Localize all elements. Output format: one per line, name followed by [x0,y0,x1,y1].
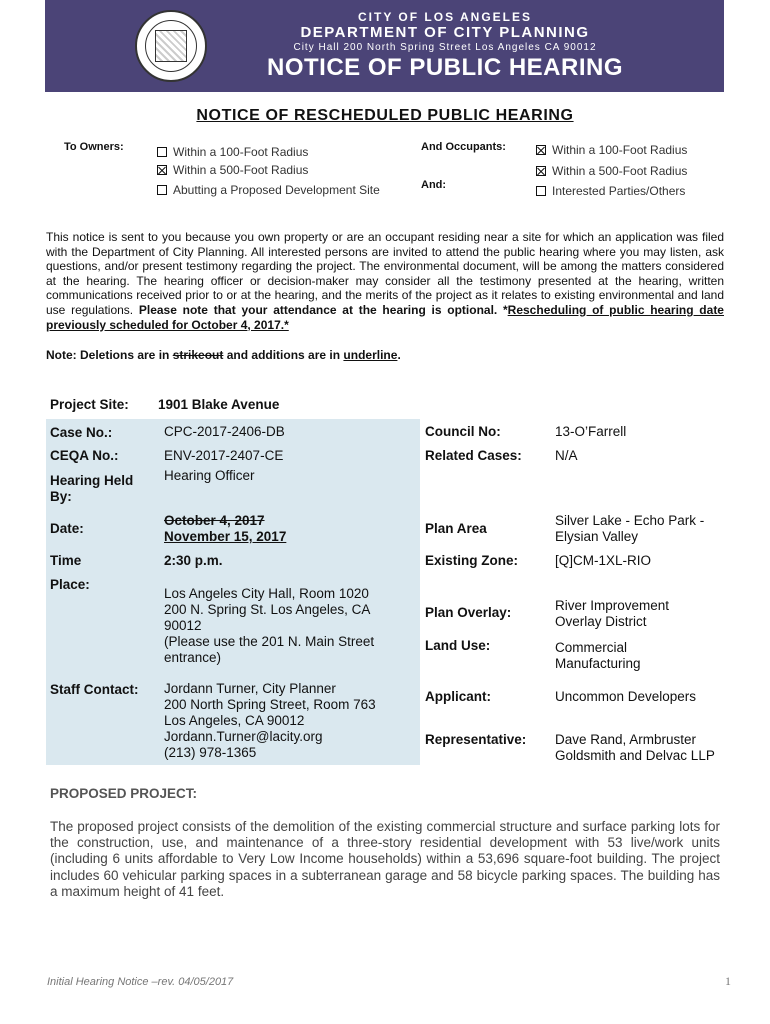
header-banner [45,0,724,92]
footer-revision: Initial Hearing Notice –rev. 04/05/2017 [47,976,234,988]
checkbox-checked-icon [536,145,546,155]
related-cases-label: Related Cases: [425,448,522,463]
notice-body: This notice is sent to you because you own property or are an occupant residing near a site for which an application was filed with the Department of City Planning. All interested persons are invited to attend the public hearing where you may listen, ask questions, and/or present testimony regarding the project. The environmental document, will be among the matters considered at the hearing. The hearing officer or decision-maker may consider all the testimony presented at the hearing, written communications received prior to or at the hearing, and the merits of the project as it relates to existing environmental and land use regulations. Please note that your attendance at the hearing is optional. *Rescheduling of public hearing date previously scheduled for October 4, 2017.* [46,230,724,332]
held-by-value: Hearing Officer [164,468,255,483]
case-value: CPC-2017-2406-DB [164,424,285,439]
plan-area-value: Silver Lake - Echo Park - Elysian Valley [555,513,705,544]
staff-contact-value: Jordann Turner, City Planner 200 North Spring Street, Room 763 Los Angeles, CA 90012 Jordann.Turner@lacity.org (213) 978-1365 [164,681,376,760]
notice-heading: NOTICE OF PUBLIC HEARING [266,54,623,81]
land-use-value: Commercial Manufacturing [555,640,641,671]
time-value: 2:30 p.m. [164,553,223,568]
occupants-label: And Occupants: [421,141,506,153]
place-value: Los Angeles City Hall, Room 1020 200 N. Spring St. Los Angeles, CA 90012 (Please use the 201 N. Main Street entrance) [164,586,375,665]
existing-zone-value: [Q]CM-1XL-RIO [555,553,652,568]
related-cases-value: N/A [555,448,578,463]
date-value: October 4, 2017 November 15, 2017 [164,513,287,544]
occupants-option-100: Within a 100-Foot Radius [536,143,687,157]
project-site-label: Project Site: [50,397,129,412]
interested-parties-option: Interested Parties/Others [536,184,685,198]
council-label: Council No: [425,424,501,439]
applicant-value: Uncommon Developers [555,689,697,704]
note-line: Note: Deletions are in strikeout and additions are in underline. [46,348,401,362]
ceqa-label: CEQA No.: [50,448,119,463]
proposed-project-heading: PROPOSED PROJECT: [50,786,198,801]
owners-label: To Owners: [64,141,124,153]
city-name: CITY OF LOS ANGELES [357,10,532,24]
council-value: 13-O’Farrell [555,424,627,439]
staff-contact-label: Staff Contact: [50,682,139,697]
department-name: DEPARTMENT OF CITY PLANNING [300,24,590,41]
held-by-label: Hearing Held By: [50,473,134,504]
case-label: Case No.: [50,425,113,440]
land-use-label: Land Use: [425,638,491,653]
checkbox-icon [157,147,167,157]
checkbox-icon [157,185,167,195]
page-number: 1 [725,974,731,988]
checkbox-checked-icon [536,166,546,176]
representative-label: Representative: [425,732,527,747]
plan-overlay-value: River Improvement Overlay District [555,598,670,629]
owners-option-500: Within a 500-Foot Radius [157,163,308,177]
checkbox-checked-icon [157,165,167,175]
proposed-project-description: The proposed project consists of the demolition of the existing commercial structure and surface parking lots for the construction, use, and maintenance of a three-story residential development with 53 live/work units (including 6 units affordable to Very Low Income households) within a 53,696 square-foot building. The project includes 60 vehicular parking spaces in a subterranean garage and 58 bicycle parking spaces. The building has a maximum height of 41 feet. [50,819,720,899]
page-title: NOTICE OF RESCHEDULED PUBLIC HEARING [196,107,574,124]
ceqa-value: ENV-2017-2407-CE [164,448,284,463]
plan-overlay-label: Plan Overlay: [425,605,512,620]
applicant-label: Applicant: [425,689,491,704]
owners-option-100: Within a 100-Foot Radius [157,145,308,159]
and-label: And: [421,179,447,191]
date-label: Date: [50,521,84,536]
plan-area-label: Plan Area [425,521,487,536]
department-address: City Hall 200 North Spring Street Los Angeles CA 90012 [293,42,597,53]
checkbox-icon [536,186,546,196]
city-seal-icon [135,10,207,82]
time-label: Time [50,553,82,568]
occupants-option-500: Within a 500-Foot Radius [536,164,687,178]
project-site-value: 1901 Blake Avenue [158,397,280,412]
place-label: Place: [50,577,90,592]
representative-value: Dave Rand, Armbruster Goldsmith and Delvac LLP [555,732,715,763]
owners-option-abutting: Abutting a Proposed Development Site [157,183,380,197]
existing-zone-label: Existing Zone: [425,553,519,568]
